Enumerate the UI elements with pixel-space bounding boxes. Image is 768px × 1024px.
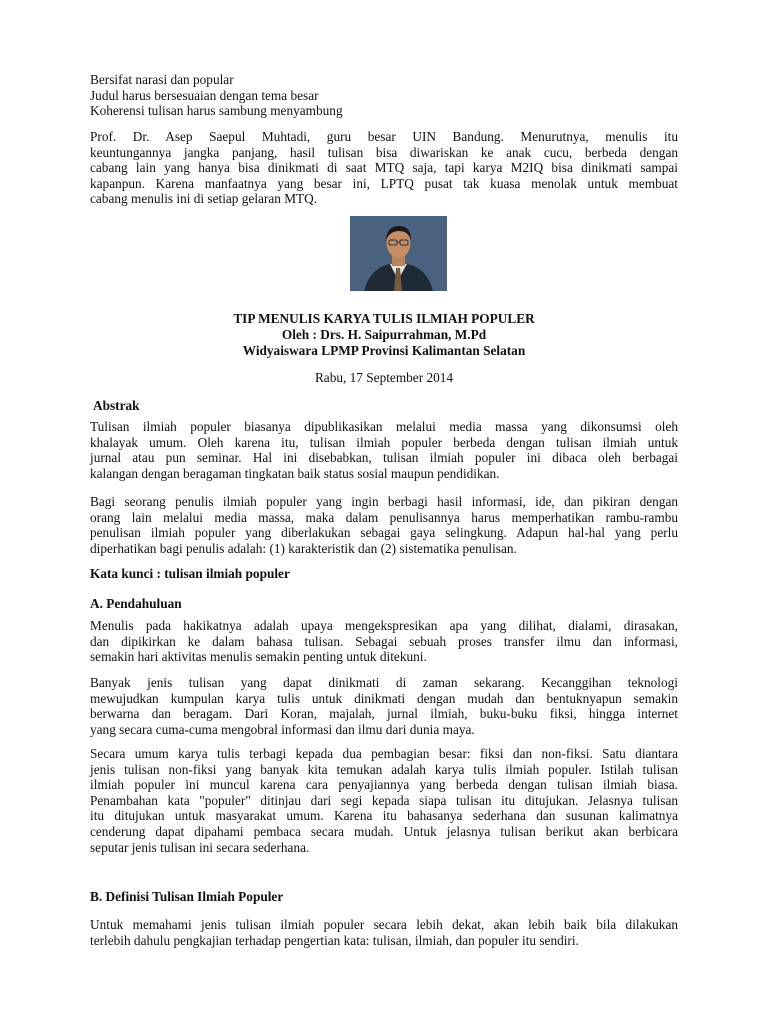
section-b-paragraph-1 bbox=[90, 917, 678, 948]
paragraph-line: itu ditujukan untuk masyarakat umum. Karena itu bahasanya sederhana dan susunan kalimatnya bbox=[90, 808, 678, 824]
paragraph-line: jurnal atau pun seminar. Hal ini disebabkan, tulisan ilmiah populer ini dibaca oleh berbagai bbox=[90, 450, 678, 466]
quote-paragraph bbox=[90, 129, 678, 207]
document-author: Oleh : Drs. H. Saipurrahman, M.Pd bbox=[281, 327, 487, 342]
paragraph-line: cabang lain yang hanya bisa dinikmati di saat MTQ saja, tapi karya M2IQ bisa dinikmati sampai bbox=[90, 160, 678, 176]
paragraph-line: kalangan dengan beragaman tingkatan baik status sosial maupun pendidikan. bbox=[90, 465, 500, 481]
document-affiliation: Widyaiswara LPMP Provinsi Kalimantan Selatan bbox=[242, 343, 526, 358]
paragraph-line: ilmiah populer ini muncul karena cara penyajiannya yang berbeda dengan tulisan ilmiah biasa. bbox=[90, 777, 678, 793]
paragraph-line: orang lain melalui media massa, maka dalam penulisannya harus memperhatikan rambu-rambu bbox=[90, 509, 678, 525]
intro-list bbox=[90, 72, 678, 119]
paragraph-line: penulisan ilmiah populer yang diberlakukan sebagai gaya selingkung. Adapun hal-hal yang perlu bbox=[90, 525, 678, 541]
paragraph-line: Untuk memahami jenis tulisan ilmiah populer secara lebih dekat, akan lebih baik bila dilakukan bbox=[90, 917, 678, 932]
paragraph-line: Penambahan kata "populer" ditinjau dari segi kepada siapa tulisan itu ditujukan. Jelasnya tulisan bbox=[90, 792, 678, 808]
document-date: Rabu, 17 September 2014 bbox=[314, 370, 454, 385]
paragraph-line: keuntungannya jangka panjang, hasil tulisan bisa diwariskan ke anak cucu, berbeda dengan bbox=[90, 144, 678, 160]
author-photo bbox=[350, 216, 447, 291]
paragraph-line: cenderung dapat dipahami pembaca secara mudah. Untuk jelasnya tulisan berikut akan berbicara bbox=[90, 823, 678, 839]
abstract-paragraph-2 bbox=[90, 494, 678, 556]
paragraph-line: kapanpun. Karena manfaatnya yang besar ini, LPTQ pusat tak kuasa menolak untuk membuat bbox=[90, 175, 678, 191]
abstract-paragraph-1 bbox=[90, 419, 678, 481]
paragraph-line: semakin hari aktivitas menulis semakin penting untuk ditekuni. bbox=[90, 649, 427, 665]
paragraph-line: Secara umum karya tulis terbagi kepada dua pembagian besar: fiksi dan non-fiksi. Satu diantara bbox=[90, 746, 678, 761]
paragraph-line: khalayak umum. Oleh karena itu, tulisan ilmiah populer berbeda dengan tulisan ilmiah untuk bbox=[90, 434, 678, 450]
section-a-heading: A. Pendahuluan bbox=[90, 596, 182, 611]
section-a-paragraph-1 bbox=[90, 618, 678, 665]
intro-list-item: Koherensi tulisan harus sambung menyambung bbox=[90, 103, 343, 119]
intro-list-item: Bersifat narasi dan popular bbox=[90, 72, 234, 87]
paragraph-line: Prof. Dr. Asep Saepul Muhtadi, guru besar UIN Bandung. Menurutnya, menulis itu bbox=[90, 129, 678, 144]
keywords: Kata kunci : tulisan ilmiah populer bbox=[90, 566, 290, 581]
paragraph-line: dan dipikirkan ke dalam bahasa tulisan. Sebagai sebuah proses transfer ilmu dan informasi, bbox=[90, 633, 678, 649]
abstract-heading: Abstrak bbox=[93, 398, 140, 413]
section-b-heading: B. Definisi Tulisan Ilmiah Populer bbox=[90, 889, 284, 904]
paragraph-line: berwarna dan beragam. Dari Koran, majalah, jurnal ilmiah, buku-buku fiksi, hingga internet bbox=[90, 706, 678, 722]
document-title: TIP MENULIS KARYA TULIS ILMIAH POPULER bbox=[233, 311, 535, 326]
paragraph-line: diperhatikan bagi penulis adalah: (1) karakteristik dan (2) sistematika penulisan. bbox=[90, 540, 517, 556]
paragraph-line: seputar jenis tulisan ini secara sederhana. bbox=[90, 839, 310, 855]
paragraph-line: jenis tulisan non-fiksi yang banyak kita temukan adalah karya tulis ilmiah populer. Istilah tulisan bbox=[90, 761, 678, 777]
section-a-paragraph-2 bbox=[90, 675, 678, 737]
paragraph-line: terlebih dahulu pengkajian terhadap pengertian kata: tulisan, ilmiah, dan populer itu sendiri. bbox=[90, 932, 579, 948]
author-portrait-image bbox=[350, 216, 447, 291]
paragraph-line: cabang menulis ini di setiap gelaran MTQ. bbox=[90, 191, 318, 207]
paragraph-line: yang secara cuma-cuma mengobral informasi dan ilmu dari dunia maya. bbox=[90, 721, 475, 737]
paragraph-line: Bagi seorang penulis ilmiah populer yang ingin berbagi hasil informasi, ide, dan pikiran dengan bbox=[90, 494, 678, 509]
intro-list-item: Judul harus bersesuaian dengan tema besar bbox=[90, 87, 319, 103]
paragraph-line: Menulis pada hakikatnya adalah upaya mengekspresikan apa yang dilihat, dialami, dirasakan, bbox=[90, 618, 678, 633]
paragraph-line: Banyak jenis tulisan yang dapat dinikmati di zaman sekarang. Kecanggihan teknologi bbox=[90, 675, 678, 690]
paragraph-line: mewujudkan kumpulan karya tulis untuk dinikmati dengan mudah dan bentuknyapun semakin bbox=[90, 690, 678, 706]
section-a-paragraph-3 bbox=[90, 746, 678, 855]
paragraph-line: Tulisan ilmiah populer biasanya dipublikasikan melalui media massa yang dikonsumsi oleh bbox=[90, 419, 678, 434]
